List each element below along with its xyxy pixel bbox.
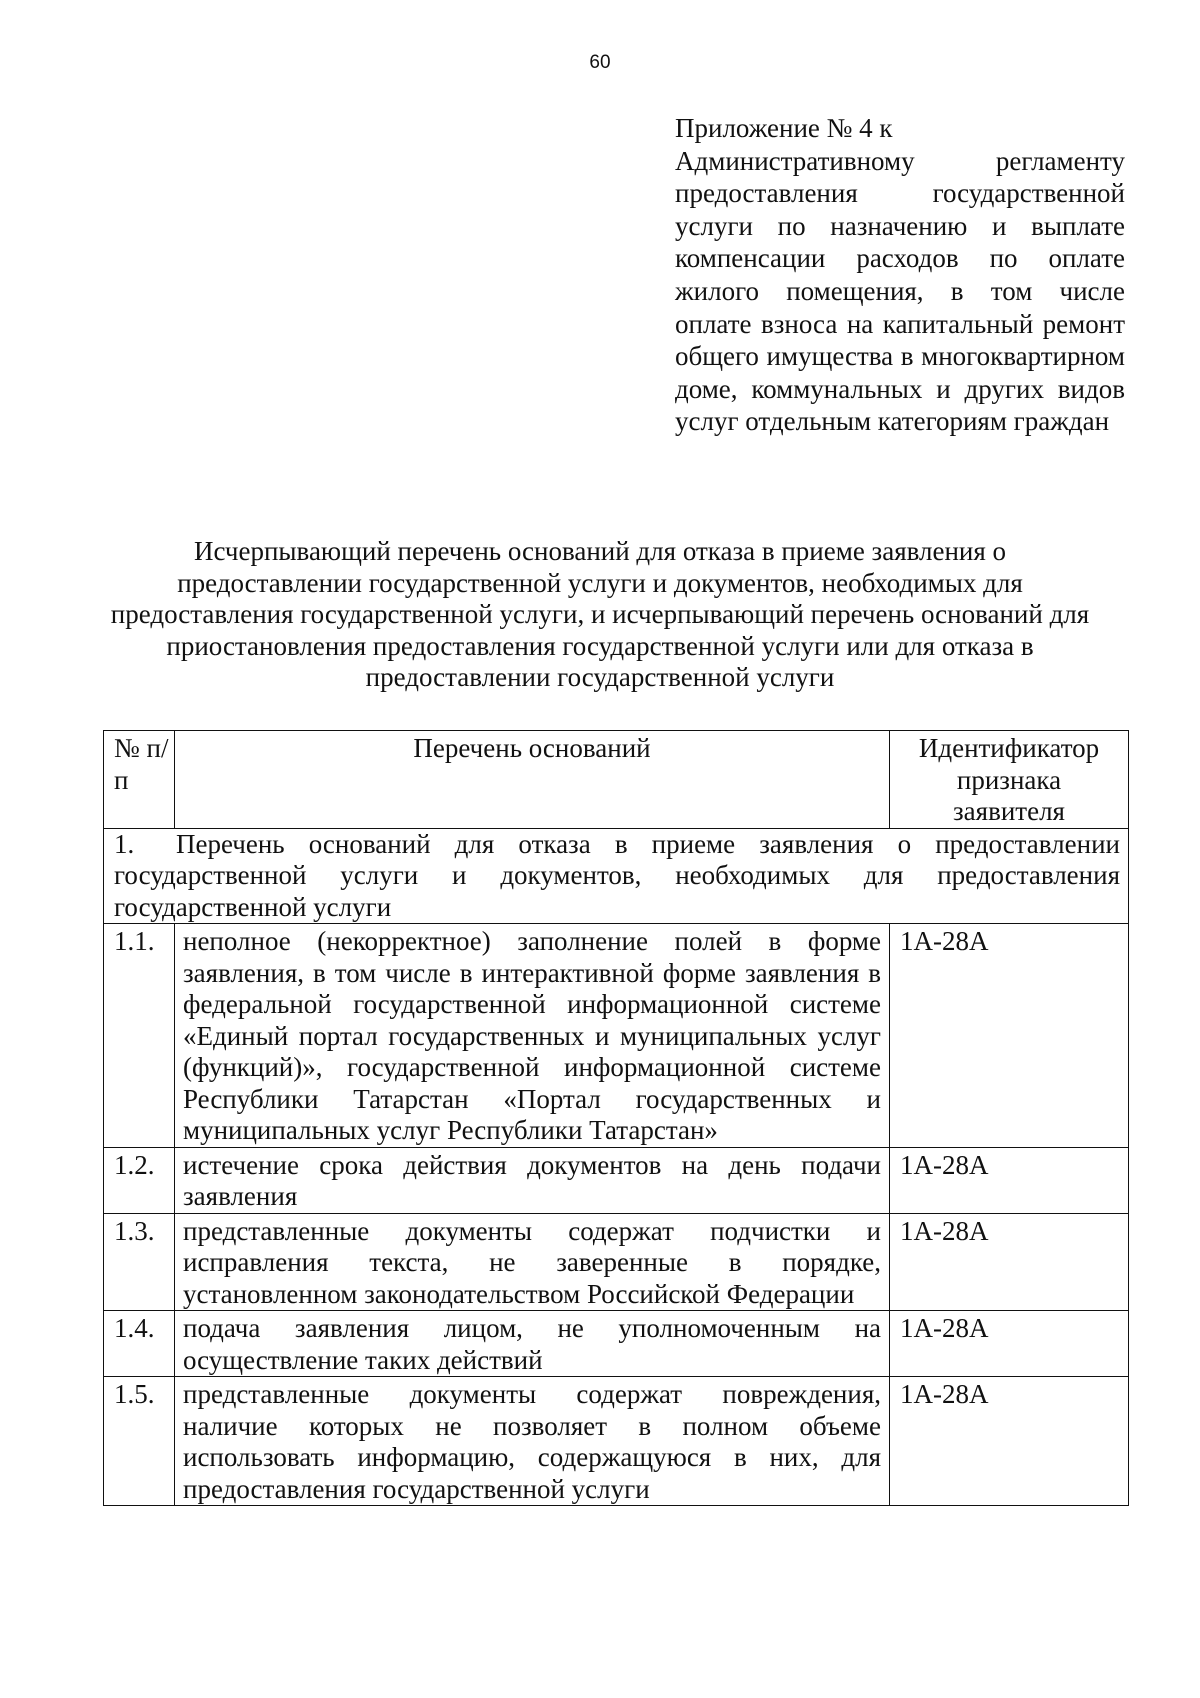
row-text: неполное (некорректное) заполнение полей в форме заявления, в том числе в интерактивной форме заявления в федеральной государственной информационной системе «Единый портал государственных и муниципальных услуг (функций)», государственной информационной системе Республики Татарстан «Портал государственных и муниципальных услуг Республики Татарстан» [175, 924, 890, 1148]
table-header-row [104, 731, 1129, 829]
section-text: Перечень оснований для отказа в приеме заявления о предоставлении государственной услуги и документов, необходимых для предоставления государственной услуги [114, 828, 1120, 922]
section-cell [104, 828, 1129, 924]
row-text: представленные документы содержат подчистки и исправления текста, не заверенные в порядке, установленном законодательством Российской Федерации [175, 1213, 890, 1311]
page-number: 60 [589, 52, 611, 73]
appendix-block [675, 112, 1125, 438]
table-row [104, 1147, 1129, 1213]
row-number: 1.3. [104, 1213, 175, 1311]
row-text: истечение срока действия документов на день подачи заявления [175, 1147, 890, 1213]
row-identifier: 1А-28А [890, 1213, 1129, 1311]
row-number: 1.4. [104, 1311, 175, 1377]
row-text: подача заявления лицом, не уполномоченным на осуществление таких действий [175, 1311, 890, 1377]
row-text: представленные документы содержат повреждения, наличие которых не позволяет в полном объеме использовать информацию, содержащуюся в них, для предоставления государственной услуги [175, 1377, 890, 1506]
row-number: 1.2. [104, 1147, 175, 1213]
document-title: Исчерпывающий перечень оснований для отказа в приеме заявления о предоставлении государственной услуги и документов, необходимых для предоставления государственной услуги, и исчерпывающий перечень оснований для приостановления предоставления государственной услуги или для отказа в предоставлении государственной услуги [110, 536, 1090, 692]
table-row [104, 1377, 1129, 1506]
appendix-heading: Приложение № 4 к [675, 113, 893, 143]
table-section-row [104, 828, 1129, 924]
header-identifier: Идентификатор признака заявителя [890, 731, 1129, 829]
header-reasons: Перечень оснований [175, 731, 890, 829]
row-number: 1.5. [104, 1377, 175, 1506]
section-number: 1. [114, 828, 135, 859]
row-identifier: 1А-28А [890, 1311, 1129, 1377]
row-identifier: 1А-28А [890, 1147, 1129, 1213]
table-row [104, 1213, 1129, 1311]
row-identifier: 1А-28А [890, 924, 1129, 1148]
appendix-text: Административному регламенту предоставления государственной услуги по назначению и выплате компенсации расходов по оплате жилого помещения, в том числе оплате взноса на капитальный ремонт общего имущества в многоквартирном доме, коммунальных и других видов услуг отдельным категориям граждан [675, 145, 1125, 437]
row-number: 1.1. [104, 924, 175, 1148]
reasons-table [103, 730, 1129, 1506]
table-row [104, 924, 1129, 1148]
header-number: № п/п [104, 731, 175, 829]
table-row [104, 1311, 1129, 1377]
row-identifier: 1А-28А [890, 1377, 1129, 1506]
